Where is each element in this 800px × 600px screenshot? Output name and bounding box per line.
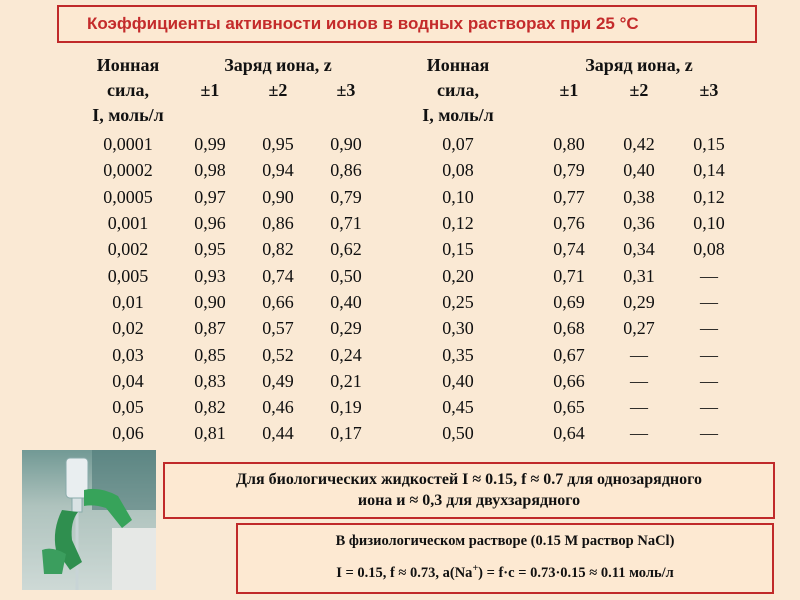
coef-z3-cell: 0,10 xyxy=(693,213,725,234)
ionic-strength-cell: 0,35 xyxy=(442,344,474,365)
ionic-strength-cell: 0,04 xyxy=(112,370,144,391)
coef-z3-cell: 0,19 xyxy=(330,397,362,418)
ionic-strength-cell: 0,12 xyxy=(442,213,474,234)
coef-z2-cell: 0,34 xyxy=(623,239,655,260)
charge-3-header: ±3 xyxy=(699,79,719,100)
coef-z2-cell: 0,44 xyxy=(262,423,294,444)
coef-z2-cell: 0,27 xyxy=(623,318,655,339)
ionic-strength-cell: 0,06 xyxy=(112,423,144,444)
coef-z2-cell: 0,36 xyxy=(623,213,655,234)
coef-z1-cell: 0,69 xyxy=(553,291,585,312)
coef-z2-cell: 0,42 xyxy=(623,134,655,155)
ionic-strength-cell: 0,20 xyxy=(442,265,474,286)
iv-drip-illustration xyxy=(22,450,156,590)
charge-header-left: Заряд иона, z xyxy=(224,54,332,75)
coef-z1-cell: 0,82 xyxy=(194,397,226,418)
charge-header-right: Заряд иона, z xyxy=(585,54,693,75)
coef-z1-cell: 0,83 xyxy=(194,370,226,391)
table-row xyxy=(80,420,744,446)
coef-z1-cell: 0,85 xyxy=(194,344,226,365)
coef-z3-cell: 0,29 xyxy=(330,318,362,339)
activity-coefficients-table xyxy=(80,52,744,447)
charge-3-header: ±3 xyxy=(336,79,356,100)
coef-z1-cell: 0,74 xyxy=(553,239,585,260)
coef-z3-cell: 0,62 xyxy=(330,239,362,260)
coef-z1-cell: 0,68 xyxy=(553,318,585,339)
biological-note-line2: иона и ≈ 0,3 для двухзарядного xyxy=(357,492,581,509)
ionic-strength-header-r1: Ионная xyxy=(426,54,490,75)
coef-z2-cell: — xyxy=(630,423,648,444)
ionic-strength-cell: 0,15 xyxy=(442,239,474,260)
table-row xyxy=(80,289,744,315)
coef-z2-cell: — xyxy=(630,344,648,365)
ionic-strength-cell: 0,07 xyxy=(442,134,474,155)
coef-z3-cell: 0,90 xyxy=(330,134,362,155)
charge-2-header: ±2 xyxy=(268,79,288,100)
table-row xyxy=(80,368,744,394)
ionic-strength-header-l1: Ионная xyxy=(96,54,160,75)
coef-z1-cell: 0,87 xyxy=(194,318,226,339)
saline-note-line2: I = 0.15, f ≈ 0.73, a(Na+) = f·c = 0.73·0.15 ≈ 0.11 моль/л xyxy=(336,563,674,581)
table-row xyxy=(80,131,744,157)
coef-z3-cell: 0,71 xyxy=(330,213,362,234)
ionic-strength-cell: 0,10 xyxy=(442,186,474,207)
ionic-strength-header-r2: сила, xyxy=(437,79,479,100)
coef-z1-cell: 0,95 xyxy=(194,239,226,260)
table-row xyxy=(80,210,744,236)
coef-z3-cell: — xyxy=(700,318,718,339)
coef-z1-cell: 0,65 xyxy=(553,397,585,418)
coef-z1-cell: 0,66 xyxy=(553,370,585,391)
coef-z1-cell: 0,79 xyxy=(553,160,585,181)
coef-z1-cell: 0,93 xyxy=(194,265,226,286)
ionic-strength-cell: 0,01 xyxy=(112,291,144,312)
coef-z2-cell: 0,49 xyxy=(262,370,294,391)
coef-z1-cell: 0,97 xyxy=(194,186,226,207)
coef-z3-cell: 0,17 xyxy=(330,423,362,444)
coef-z3-cell: 0,12 xyxy=(693,186,725,207)
table-row xyxy=(80,315,744,341)
coef-z2-cell: 0,57 xyxy=(262,318,294,339)
coef-z2-cell: 0,86 xyxy=(262,213,294,234)
ionic-strength-cell: 0,25 xyxy=(442,291,474,312)
ionic-strength-cell: 0,45 xyxy=(442,397,474,418)
table-row xyxy=(80,394,744,420)
table-row xyxy=(80,341,744,367)
iv-drip-photo xyxy=(22,450,156,590)
coef-z2-cell: 0,38 xyxy=(623,186,655,207)
coef-z3-cell: — xyxy=(700,291,718,312)
ionic-strength-cell: 0,40 xyxy=(442,370,474,391)
coef-z3-cell: 0,14 xyxy=(693,160,725,181)
coef-z2-cell: 0,40 xyxy=(623,160,655,181)
table-row xyxy=(80,184,744,210)
coef-z3-cell: — xyxy=(700,397,718,418)
coef-z3-cell: 0,79 xyxy=(330,186,362,207)
coef-z3-cell: — xyxy=(700,344,718,365)
coef-z3-cell: 0,24 xyxy=(330,344,362,365)
coef-z3-cell: 0,15 xyxy=(693,134,725,155)
ionic-strength-cell: 0,001 xyxy=(107,213,149,234)
coef-z3-cell: 0,08 xyxy=(693,239,725,260)
ionic-strength-cell: 0,0002 xyxy=(103,160,153,181)
coef-z3-cell: — xyxy=(700,370,718,391)
coef-z3-cell: 0,50 xyxy=(330,265,362,286)
table-header-row xyxy=(80,52,744,77)
ionic-strength-cell: 0,0001 xyxy=(103,134,153,155)
ionic-strength-cell: 0,03 xyxy=(112,344,144,365)
coef-z1-cell: 0,77 xyxy=(553,186,585,207)
coef-z3-cell: — xyxy=(700,265,718,286)
saline-solution-note xyxy=(236,523,774,594)
coef-z1-cell: 0,76 xyxy=(553,213,585,234)
ionic-strength-cell: 0,30 xyxy=(442,318,474,339)
coef-z3-cell: 0,40 xyxy=(330,291,362,312)
ionic-strength-header-l3: I, моль/л xyxy=(92,104,164,125)
table-row xyxy=(80,157,744,183)
coef-z1-cell: 0,96 xyxy=(194,213,226,234)
biological-fluids-note xyxy=(163,462,775,519)
ionic-strength-cell: 0,08 xyxy=(442,160,474,181)
table-row xyxy=(80,236,744,262)
ionic-strength-cell: 0,50 xyxy=(442,423,474,444)
charge-2-header: ±2 xyxy=(629,79,649,100)
coef-z3-cell: 0,21 xyxy=(330,370,362,391)
coef-z2-cell: 0,29 xyxy=(623,291,655,312)
ionic-strength-cell: 0,02 xyxy=(112,318,144,339)
coef-z1-cell: 0,90 xyxy=(194,291,226,312)
ionic-strength-header-r3: I, моль/л xyxy=(422,104,494,125)
ionic-strength-cell: 0,0005 xyxy=(103,186,153,207)
biological-note-line1: Для биологических жидкостей I ≈ 0.15, f ≈ 0.7 для однозарядного xyxy=(235,471,703,488)
ionic-strength-cell: 0,05 xyxy=(112,397,144,418)
page-title: Коэффициенты активности ионов в водных растворах при 25 °С xyxy=(57,5,757,43)
coef-z2-cell: 0,82 xyxy=(262,239,294,260)
coef-z2-cell: 0,66 xyxy=(262,291,294,312)
coef-z2-cell: 0,95 xyxy=(262,134,294,155)
coef-z2-cell: 0,94 xyxy=(262,160,294,181)
table-row xyxy=(80,262,744,288)
coef-z1-cell: 0,71 xyxy=(553,265,585,286)
coef-z3-cell: — xyxy=(700,423,718,444)
coef-z1-cell: 0,99 xyxy=(194,134,226,155)
coef-z2-cell: 0,90 xyxy=(262,186,294,207)
charge-1-header: ±1 xyxy=(200,79,220,100)
coef-z2-cell: — xyxy=(630,397,648,418)
coef-z1-cell: 0,81 xyxy=(194,423,226,444)
saline-note-line1: В физиологическом растворе (0.15 М раствор NaCl) xyxy=(335,533,675,549)
coef-z1-cell: 0,67 xyxy=(553,344,585,365)
coef-z1-cell: 0,80 xyxy=(553,134,585,155)
coef-z2-cell: 0,31 xyxy=(623,265,655,286)
charge-1-header: ±1 xyxy=(559,79,579,100)
coef-z2-cell: 0,74 xyxy=(262,265,294,286)
coef-z3-cell: 0,86 xyxy=(330,160,362,181)
ionic-strength-cell: 0,002 xyxy=(107,239,149,260)
coef-z1-cell: 0,64 xyxy=(553,423,585,444)
coef-z1-cell: 0,98 xyxy=(194,160,226,181)
ionic-strength-header-l2: сила, xyxy=(107,79,149,100)
coef-z2-cell: 0,52 xyxy=(262,344,294,365)
ionic-strength-cell: 0,005 xyxy=(107,265,149,286)
coef-z2-cell: 0,46 xyxy=(262,397,294,418)
coef-z2-cell: — xyxy=(630,370,648,391)
